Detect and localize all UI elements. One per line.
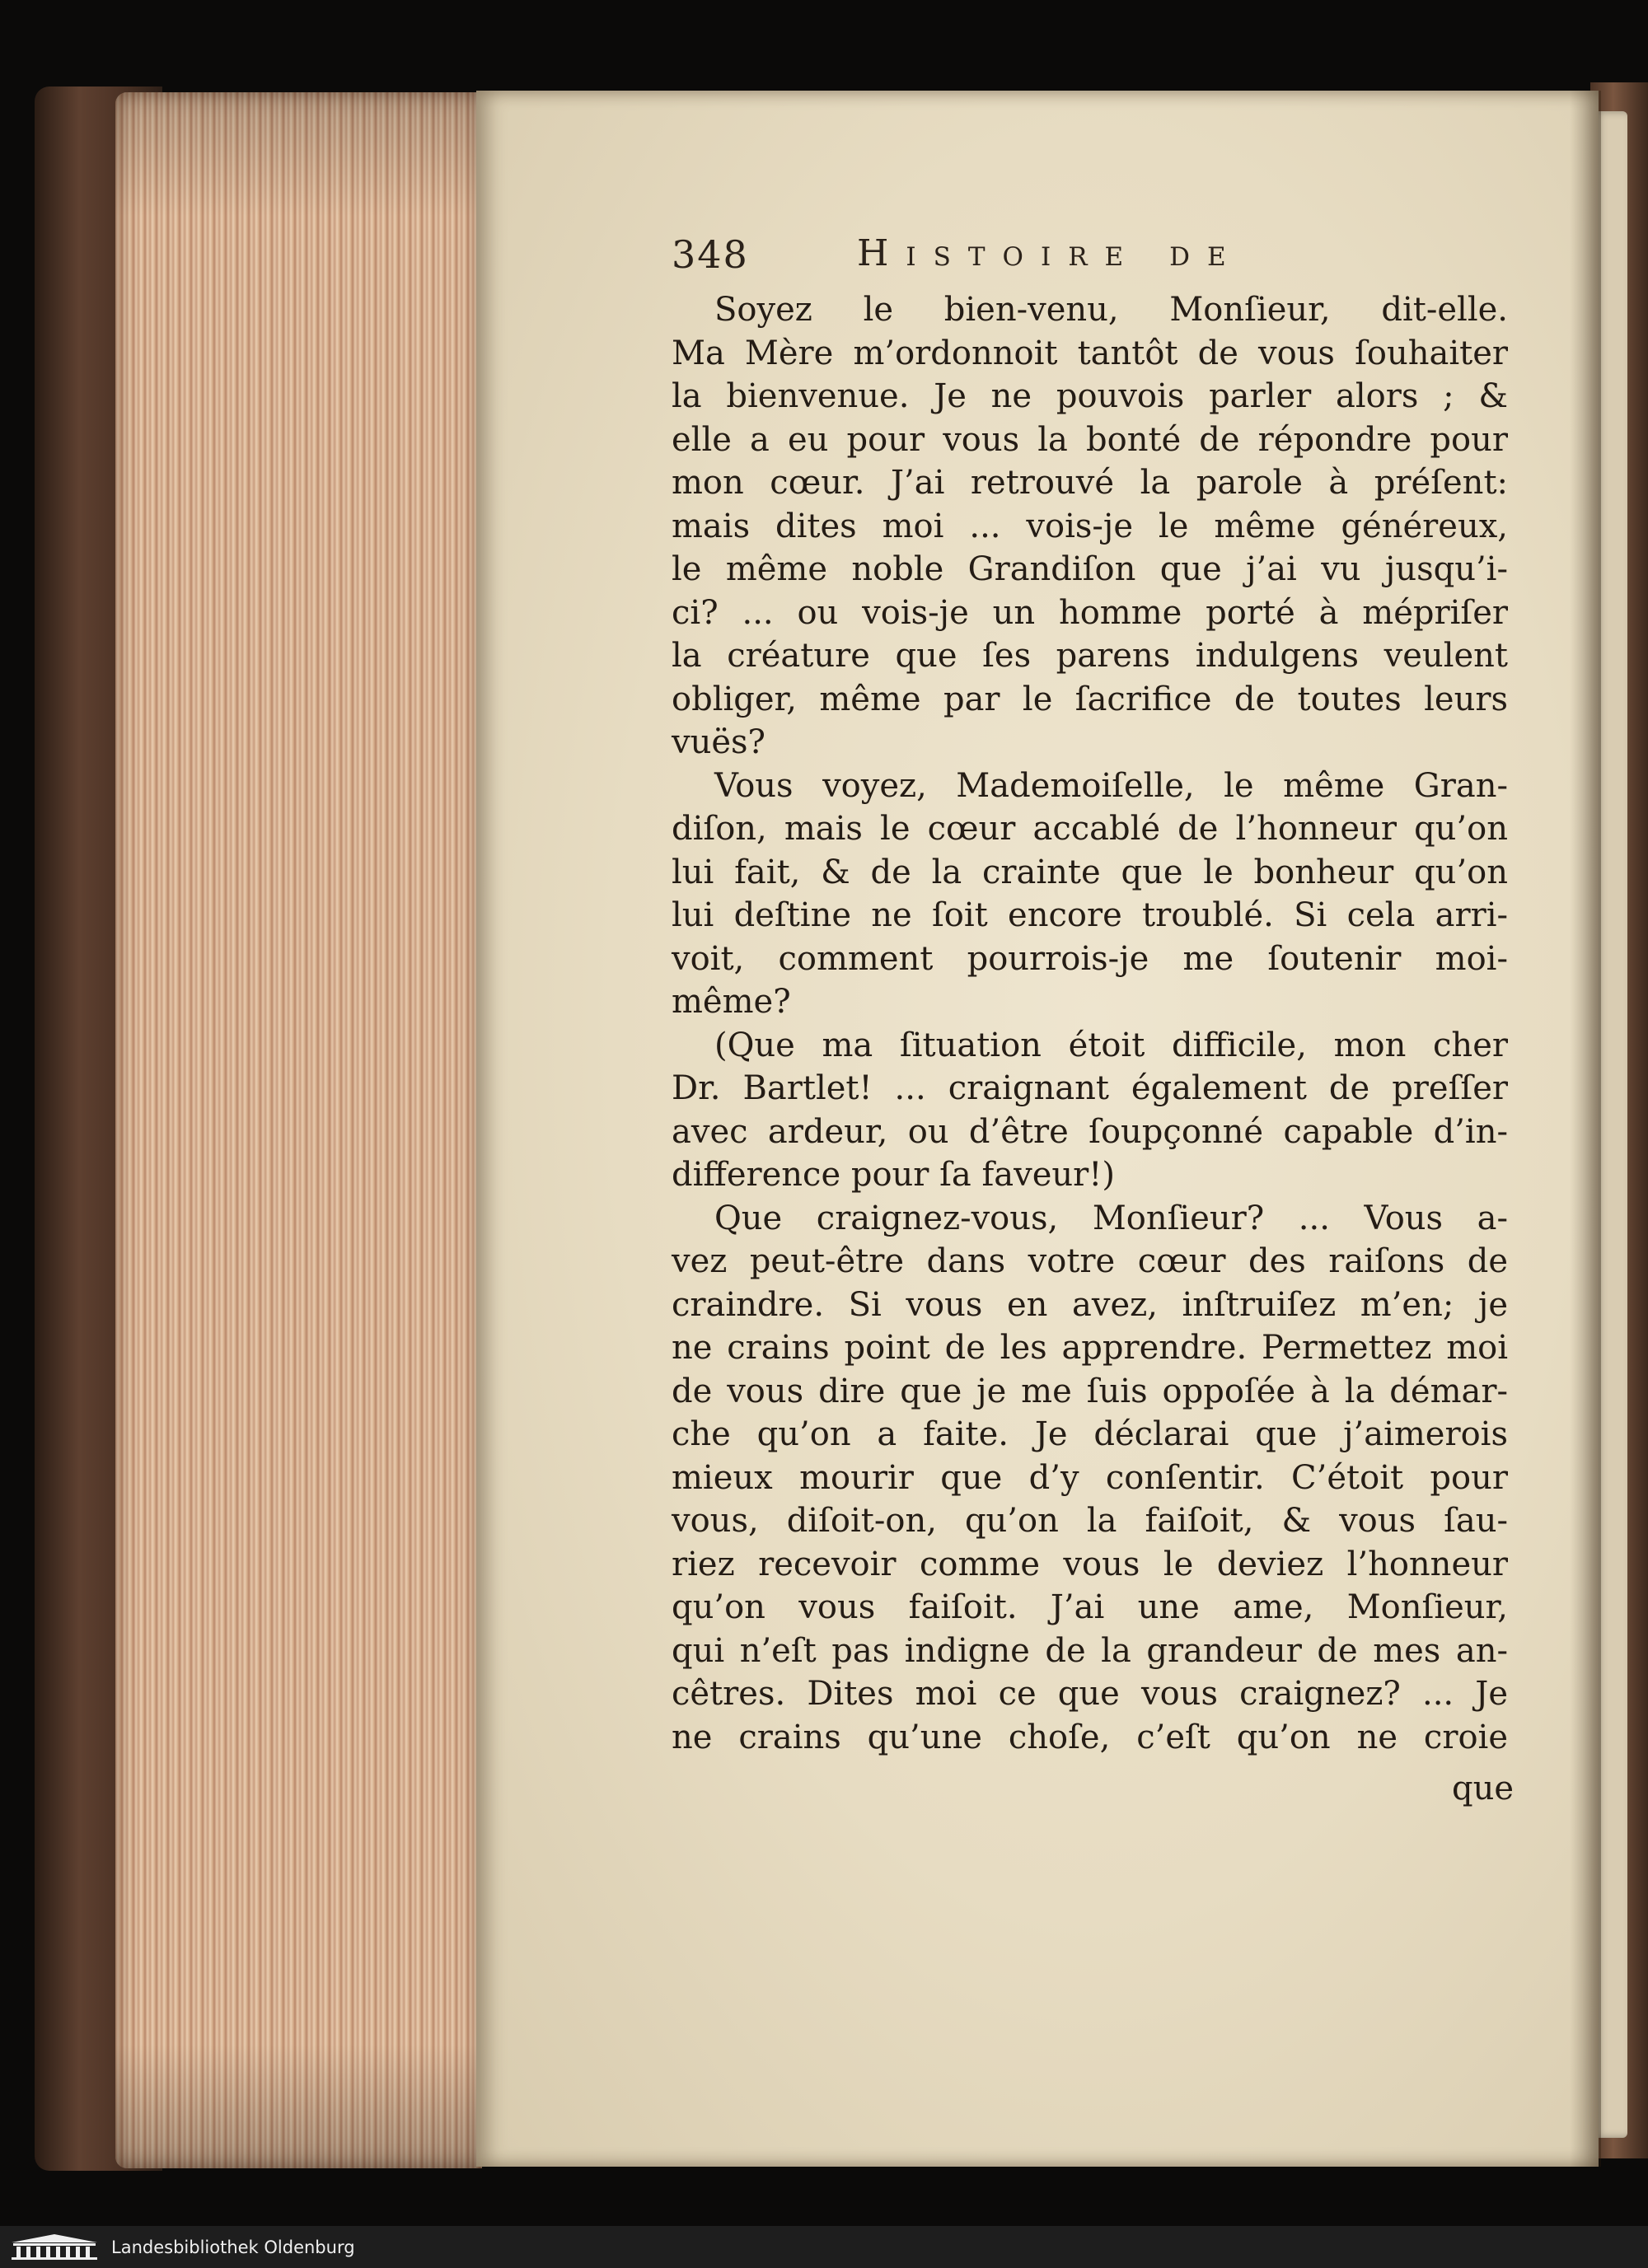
text-line: difference pour ſa faveur!) bbox=[672, 1156, 1115, 1194]
text-line: mon cœur. J’ai retrouvé la parole à préſent: bbox=[672, 464, 1508, 502]
text-line: (Que ma ſituation étoit difficile, mon cher bbox=[714, 1026, 1508, 1064]
text-line: ne crains point de les apprendre. Permettez moi bbox=[672, 1329, 1508, 1367]
text-line: Dr. Bartlet! ... craignant également de preſſer bbox=[672, 1069, 1508, 1107]
text-line: la créature que ſes parens indulgens veulent bbox=[672, 637, 1508, 675]
text-line: Soyez le bien-venu, Monſieur, dit-elle. bbox=[714, 291, 1508, 329]
text-line: riez recevoir comme vous le deviez l’honneur bbox=[672, 1545, 1508, 1583]
text-line: qu’on vous faiſoit. J’ai une ame, Monſieur, bbox=[672, 1588, 1508, 1626]
text-line: avec ardeur, ou d’être ſoupçonné capable d’in- bbox=[672, 1112, 1508, 1151]
text-line: che qu’on a faite. Je déclarai que j’aimerois bbox=[672, 1415, 1508, 1453]
text-line: cêtres. Dites moi ce que vous craignez? ... Je bbox=[672, 1675, 1508, 1713]
text-line: lui deſtine ne ſoit encore troublé. Si cela arri- bbox=[672, 896, 1508, 934]
body-text bbox=[672, 288, 1508, 1759]
text-line: diſon, mais le cœur accablé de l’honneur qu’on bbox=[672, 810, 1508, 848]
page-gutter-shadow bbox=[1570, 91, 1601, 2167]
text-line: ci? ... ou vois-je un homme porté à mépriſer bbox=[672, 593, 1508, 632]
text-line: vous, diſoit-on, qu’on la faiſoit, & vous ſau- bbox=[672, 1502, 1508, 1540]
text-line: Que craignez-vous, Monſieur? ... Vous a- bbox=[714, 1199, 1508, 1237]
library-building-icon bbox=[8, 2233, 101, 2261]
text-line: le même noble Grandiſon que j’ai vu jusqu’i- bbox=[672, 550, 1508, 588]
text-line: mais dites moi ... vois-je le même généreux, bbox=[672, 507, 1508, 545]
text-line: même? bbox=[672, 983, 791, 1021]
text-line: de vous dire que je me ſuis oppoſée à la démar- bbox=[672, 1372, 1508, 1410]
text-line: ne crains qu’une choſe, c’eſt qu’on ne croie bbox=[672, 1718, 1508, 1756]
text-line: mieux mourir que d’y conſentir. C’étoit pour bbox=[672, 1458, 1508, 1497]
page-edges bbox=[115, 92, 482, 2168]
text-line: vez peut-être dans votre cœur des raiſons de bbox=[672, 1242, 1508, 1280]
text-line: obliger, même par le ſacrifice de toutes leurs bbox=[672, 680, 1508, 718]
text-line: craindre. Si vous en avez, inſtruiſez m’en; je bbox=[672, 1285, 1508, 1324]
running-title: Histoire de bbox=[857, 232, 1243, 274]
catchword: que bbox=[1452, 1770, 1515, 1807]
text-line: lui fait, & de la crainte que le bonheur qu’on bbox=[672, 853, 1508, 891]
text-line: la bienvenue. Je ne pouvois parler alors ; & bbox=[672, 377, 1508, 415]
footer-bar bbox=[0, 2226, 1648, 2268]
library-name: Landesbibliothek Oldenburg bbox=[111, 2238, 355, 2257]
text-line: Vous voyez, Mademoiſelle, le même Gran- bbox=[714, 766, 1508, 805]
text-line: qui n’eſt pas indigne de la grandeur de mes an- bbox=[672, 1631, 1508, 1670]
text-line: vuës? bbox=[672, 723, 766, 761]
text-line: elle a eu pour vous la bonté de répondre pour bbox=[672, 420, 1508, 459]
text-line: voit, comment pourrois-je me ſoutenir moi- bbox=[672, 939, 1508, 978]
text-line: Ma Mère m’ordonnoit tantôt de vous ſouhaiter bbox=[672, 334, 1508, 372]
page-number: 348 bbox=[672, 232, 749, 277]
running-head bbox=[672, 232, 1496, 282]
